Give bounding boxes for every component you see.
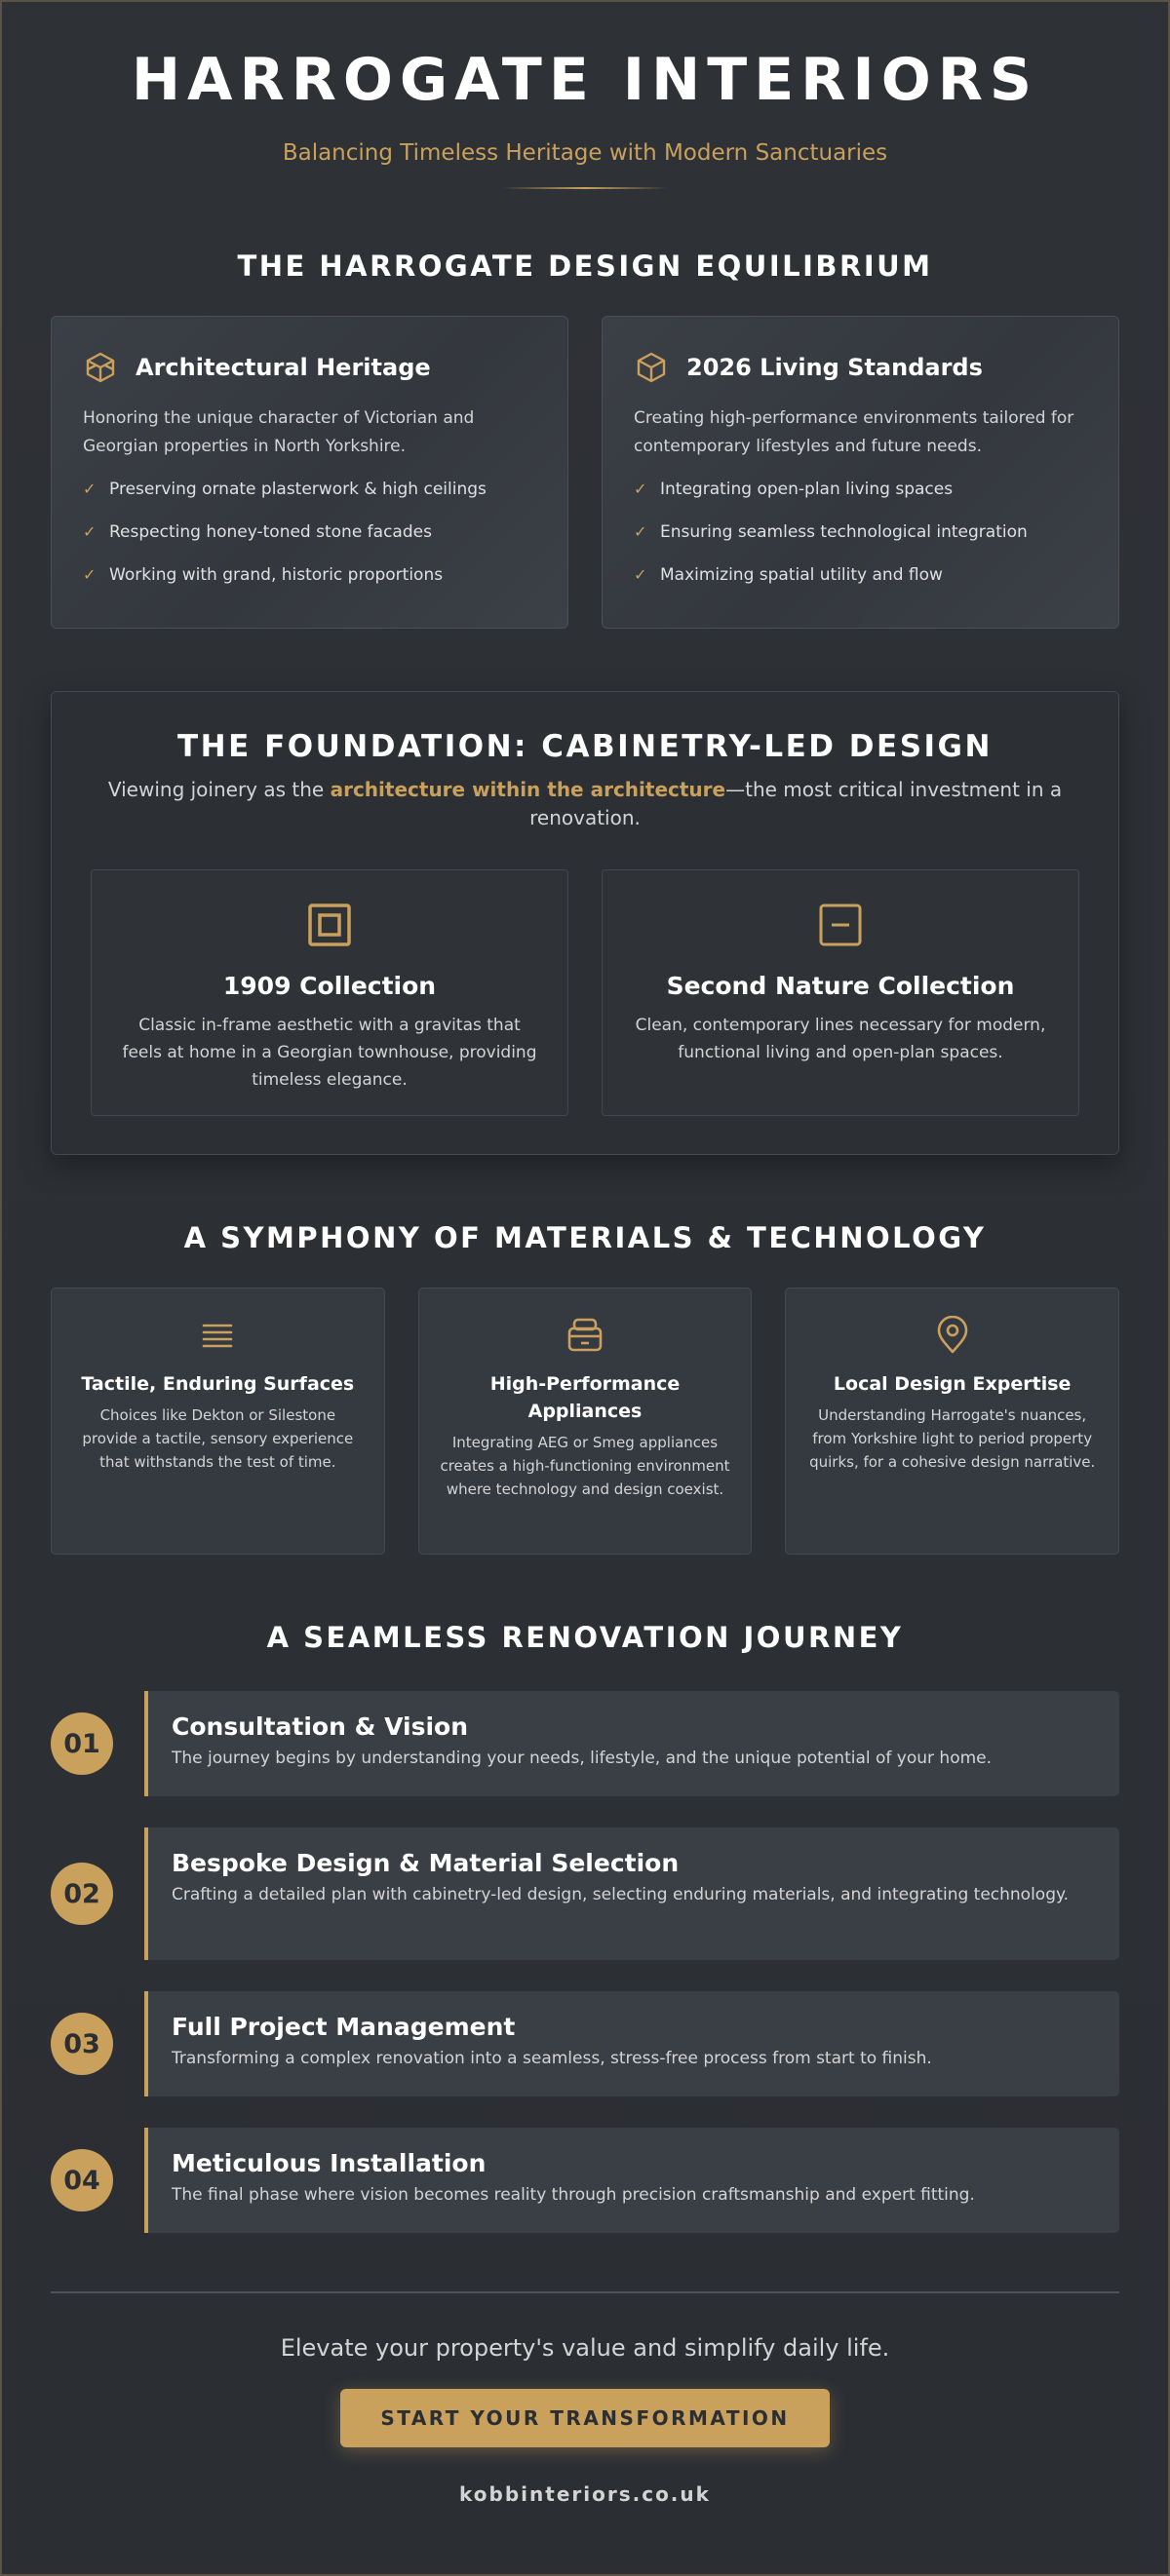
journey-section: [2, 1621, 1168, 2233]
step-card: [144, 1991, 1119, 2096]
minus-square-icon: [817, 902, 864, 948]
framed-square-icon: [306, 902, 353, 948]
map-pin-icon: [933, 1316, 972, 1355]
appliances-description: Integrating AEG or Smeg appliances creates a high-functioning environment where technology and design coexist.: [440, 1434, 730, 1498]
step-number: 02: [51, 1863, 113, 1925]
cube-icon: [634, 350, 669, 385]
start-transformation-button[interactable]: START YOUR TRANSFORMATION: [340, 2389, 830, 2447]
collection-1909-title: 1909 Collection: [222, 972, 437, 1000]
journey-step: [51, 1827, 1119, 1960]
appliance-icon: [566, 1316, 604, 1355]
step-number: 01: [51, 1712, 113, 1775]
heritage-title: Architectural Heritage: [136, 354, 431, 381]
surfaces-title: Tactile, Enduring Surfaces: [81, 1373, 355, 1395]
website-link[interactable]: kobbinteriors.co.uk: [459, 2482, 711, 2506]
living-standards-card: [602, 316, 1119, 629]
check-icon: ✓: [634, 522, 647, 541]
second-nature-title: Second Nature Collection: [666, 972, 1015, 1000]
step-card: [144, 1691, 1119, 1796]
foundation-subtitle: Viewing joinery as the architecture within the architecture—the most critical investment in a renovation.: [107, 778, 1063, 829]
materials-section: [2, 1221, 1168, 1555]
footer-tagline: Elevate your property's value and simplify daily life.: [280, 2334, 890, 2362]
equilibrium-title: THE HARROGATE DESIGN EQUILIBRIUM: [237, 250, 933, 283]
step-number: 03: [51, 2013, 113, 2075]
surfaces-description: Choices like Dekton or Silestone provide a tactile, sensory experience that withstands the test of time.: [82, 1406, 354, 1471]
footer: [2, 2291, 1168, 2506]
step-title: Full Project Management: [172, 2013, 516, 2041]
step-description: Crafting a detailed plan with cabinetry-led design, selecting enduring materials, and integrating technology.: [172, 1885, 1070, 1904]
equilibrium-section: [2, 250, 1168, 629]
foundation-section: [51, 691, 1119, 1155]
step-title: Meticulous Installation: [172, 2149, 487, 2177]
foundation-title: THE FOUNDATION: CABINETRY-LED DESIGN: [177, 729, 993, 764]
list-item: ✓ Ensuring seamless technological integration: [634, 522, 1028, 542]
list-item: ✓ Maximizing spatial utility and flow: [634, 565, 943, 585]
step-title: Bespoke Design & Material Selection: [172, 1849, 680, 1877]
page-title: HARROGATE INTERIORS: [131, 46, 1039, 114]
step-title: Consultation & Vision: [172, 1712, 468, 1741]
header-divider: [502, 187, 668, 189]
second-nature-card: [602, 869, 1079, 1116]
journey-step: [51, 1991, 1119, 2096]
list-item: ✓ Respecting honey-toned stone facades: [83, 522, 432, 542]
journey-step: [51, 1691, 1119, 1796]
appliances-title: High-Performance Appliances: [489, 1373, 681, 1422]
check-icon: ✓: [634, 565, 647, 584]
materials-title: A SYMPHONY OF MATERIALS & TECHNOLOGY: [183, 1221, 987, 1254]
living-standards-description: Creating high-performance environments tailored for contemporary lifestyles and future needs.: [634, 408, 1074, 456]
journey-step: [51, 2128, 1119, 2233]
appliances-card: [418, 1288, 753, 1555]
step-description: The final phase where vision becomes reality through precision craftsmanship and expert fitting.: [172, 2185, 975, 2205]
local-expertise-card: [785, 1288, 1119, 1555]
list-item: ✓ Integrating open-plan living spaces: [634, 480, 954, 499]
check-icon: ✓: [634, 480, 647, 498]
list-item: ✓ Working with grand, historic proportions: [83, 565, 444, 585]
page-tagline: Balancing Timeless Heritage with Modern Sanctuaries: [282, 140, 888, 166]
step-card: [144, 1827, 1119, 1960]
check-icon: ✓: [83, 522, 97, 541]
collection-1909-card: [91, 869, 568, 1116]
hero-header: [2, 2, 1168, 189]
list-item: ✓ Preserving ornate plasterwork & high ceilings: [83, 480, 487, 499]
footer-divider: [51, 2291, 1119, 2293]
living-standards-title: 2026 Living Standards: [686, 354, 983, 381]
step-card: [144, 2128, 1119, 2233]
foundation-highlight: architecture within the architecture: [330, 778, 726, 801]
layers-lines-icon: [198, 1316, 237, 1355]
journey-title: A SEAMLESS RENOVATION JOURNEY: [266, 1621, 904, 1654]
heritage-card: [51, 316, 568, 629]
local-expertise-description: Understanding Harrogate's nuances, from Yorkshire light to period property quirks, for a cohesive design narrative.: [809, 1406, 1096, 1471]
step-description: Transforming a complex renovation into a seamless, stress-free process from start to finish.: [172, 2049, 932, 2068]
check-icon: ✓: [83, 565, 97, 584]
step-description: The journey begins by understanding your needs, lifestyle, and the unique potential of your home.: [172, 1749, 993, 1768]
step-number: 04: [51, 2149, 113, 2211]
local-expertise-title: Local Design Expertise: [833, 1373, 1072, 1395]
collection-1909-description: Classic in-frame aesthetic with a gravitas that feels at home in a Georgian townhouse, providing timeless elegance.: [122, 1016, 537, 1090]
surfaces-card: [51, 1288, 385, 1555]
check-icon: ✓: [83, 480, 97, 498]
box-open-icon: [83, 350, 118, 385]
second-nature-description: Clean, contemporary lines necessary for modern, functional living and open-plan spaces.: [635, 1016, 1046, 1062]
heritage-description: Honoring the unique character of Victorian and Georgian properties in North Yorkshire.: [83, 408, 475, 456]
